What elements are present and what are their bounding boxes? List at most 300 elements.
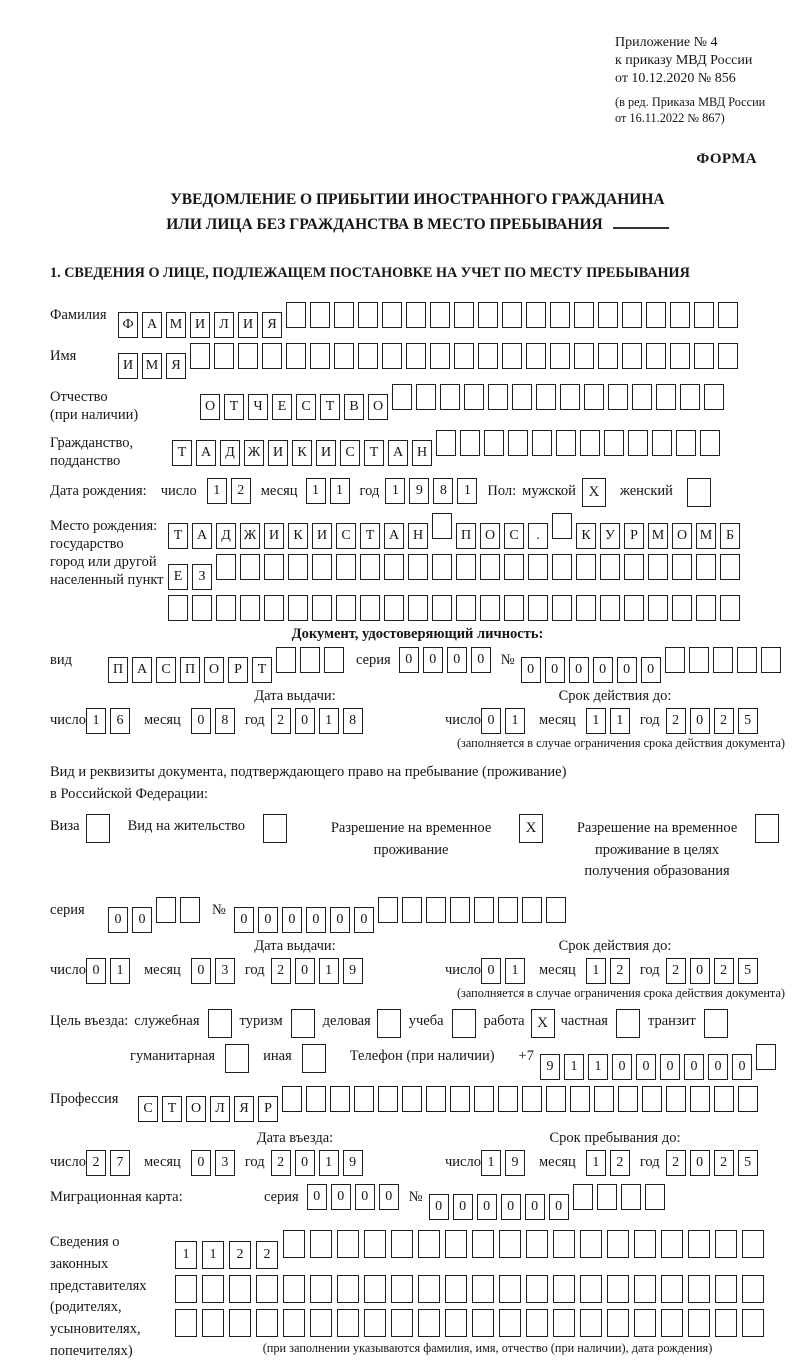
char-cell[interactable] xyxy=(474,1086,494,1112)
char-cell[interactable]: И xyxy=(312,523,332,549)
char-cell[interactable] xyxy=(286,302,306,328)
char-cell[interactable]: 0 xyxy=(732,1054,752,1080)
char-cell[interactable] xyxy=(384,595,404,621)
char-cell[interactable] xyxy=(672,595,692,621)
char-cell[interactable] xyxy=(214,343,234,369)
char-cell[interactable]: 1 xyxy=(86,708,106,734)
char-cell[interactable] xyxy=(600,595,620,621)
char-cell[interactable] xyxy=(430,343,450,369)
char-cell[interactable] xyxy=(175,1275,197,1303)
char-cell[interactable] xyxy=(488,384,508,410)
char-cell[interactable] xyxy=(324,647,344,673)
char-cell[interactable] xyxy=(694,302,714,328)
char-cell[interactable] xyxy=(445,1275,467,1303)
char-cell[interactable] xyxy=(190,343,210,369)
char-cell[interactable]: Ж xyxy=(240,523,260,549)
char-cell[interactable] xyxy=(522,897,542,923)
char-cell[interactable] xyxy=(634,1275,656,1303)
char-cell[interactable]: 0 xyxy=(660,1054,680,1080)
char-cell[interactable] xyxy=(528,595,548,621)
char-cell[interactable] xyxy=(670,343,690,369)
char-cell[interactable] xyxy=(715,1309,737,1337)
char-cell[interactable] xyxy=(622,302,642,328)
char-cell[interactable] xyxy=(552,595,572,621)
char-cell[interactable]: Я xyxy=(234,1096,254,1122)
char-cell[interactable]: . xyxy=(528,523,548,549)
char-cell[interactable] xyxy=(358,302,378,328)
char-cell[interactable] xyxy=(202,1309,224,1337)
char-cell[interactable]: Н xyxy=(412,440,432,466)
char-cell[interactable] xyxy=(624,554,644,580)
char-cell[interactable] xyxy=(391,1275,413,1303)
char-cell[interactable]: 1 xyxy=(586,708,606,734)
char-cell[interactable]: 0 xyxy=(86,958,106,984)
char-cell[interactable]: П xyxy=(108,657,128,683)
char-cell[interactable]: 1 xyxy=(457,478,477,504)
char-cell[interactable] xyxy=(700,430,720,456)
char-cell[interactable]: 0 xyxy=(423,647,443,673)
char-cell[interactable] xyxy=(634,1309,656,1337)
char-cell[interactable] xyxy=(156,897,176,923)
char-cell[interactable] xyxy=(418,1275,440,1303)
char-cell[interactable]: 2 xyxy=(610,958,630,984)
char-cell[interactable]: Т xyxy=(320,394,340,420)
char-cell[interactable] xyxy=(192,595,212,621)
char-cell[interactable] xyxy=(688,1230,710,1258)
char-cell[interactable] xyxy=(607,1275,629,1303)
char-cell[interactable]: 2 xyxy=(666,708,686,734)
char-cell[interactable]: 0 xyxy=(708,1054,728,1080)
char-cell[interactable] xyxy=(256,1275,278,1303)
char-cell[interactable] xyxy=(704,384,724,410)
char-cell[interactable] xyxy=(288,595,308,621)
char-cell[interactable] xyxy=(456,595,476,621)
char-cell[interactable] xyxy=(264,595,284,621)
char-cell[interactable]: Т xyxy=(360,523,380,549)
char-cell[interactable] xyxy=(580,1230,602,1258)
char-cell[interactable] xyxy=(408,595,428,621)
char-cell[interactable] xyxy=(216,554,236,580)
char-cell[interactable]: 0 xyxy=(379,1184,399,1210)
char-cell[interactable]: 1 xyxy=(505,958,525,984)
char-cell[interactable] xyxy=(656,384,676,410)
char-cell[interactable] xyxy=(454,302,474,328)
char-cell[interactable]: 7 xyxy=(110,1150,130,1176)
char-cell[interactable] xyxy=(310,1275,332,1303)
char-cell[interactable]: М xyxy=(142,353,162,379)
char-cell[interactable] xyxy=(406,343,426,369)
char-cell[interactable] xyxy=(229,1309,251,1337)
char-cell[interactable] xyxy=(472,1309,494,1337)
char-cell[interactable]: Т xyxy=(168,523,188,549)
char-cell[interactable]: С xyxy=(156,657,176,683)
char-cell[interactable]: 2 xyxy=(229,1241,251,1269)
char-cell[interactable] xyxy=(598,302,618,328)
char-cell[interactable]: 0 xyxy=(690,708,710,734)
char-cell[interactable]: 0 xyxy=(307,1184,327,1210)
char-cell[interactable]: 2 xyxy=(714,708,734,734)
char-cell[interactable]: 1 xyxy=(564,1054,584,1080)
char-cell[interactable]: 2 xyxy=(271,1150,291,1176)
char-cell[interactable] xyxy=(645,1184,665,1210)
char-cell[interactable]: 2 xyxy=(610,1150,630,1176)
char-cell[interactable]: 6 xyxy=(110,708,130,734)
char-cell[interactable]: 0 xyxy=(477,1194,497,1220)
char-cell[interactable] xyxy=(526,302,546,328)
char-cell[interactable] xyxy=(560,384,580,410)
char-cell[interactable] xyxy=(364,1230,386,1258)
temp-residence-education-checkbox[interactable] xyxy=(755,814,779,843)
char-cell[interactable] xyxy=(283,1275,305,1303)
char-cell[interactable] xyxy=(761,647,781,673)
char-cell[interactable]: 0 xyxy=(481,958,501,984)
char-cell[interactable] xyxy=(714,1086,734,1112)
char-cell[interactable] xyxy=(628,430,648,456)
char-cell[interactable]: А xyxy=(388,440,408,466)
char-cell[interactable]: 2 xyxy=(666,1150,686,1176)
char-cell[interactable] xyxy=(310,302,330,328)
char-cell[interactable] xyxy=(286,343,306,369)
char-cell[interactable] xyxy=(472,1275,494,1303)
char-cell[interactable] xyxy=(694,343,714,369)
char-cell[interactable] xyxy=(597,1184,617,1210)
char-cell[interactable] xyxy=(718,343,738,369)
char-cell[interactable] xyxy=(570,1086,590,1112)
char-cell[interactable]: 0 xyxy=(295,958,315,984)
char-cell[interactable]: 5 xyxy=(738,958,758,984)
char-cell[interactable] xyxy=(216,595,236,621)
char-cell[interactable]: 1 xyxy=(306,478,326,504)
char-cell[interactable] xyxy=(715,1275,737,1303)
char-cell[interactable]: 0 xyxy=(132,907,152,933)
purpose-work-checkbox[interactable]: X xyxy=(531,1009,555,1038)
char-cell[interactable] xyxy=(738,1086,758,1112)
char-cell[interactable]: 0 xyxy=(447,647,467,673)
char-cell[interactable] xyxy=(499,1275,521,1303)
char-cell[interactable]: М xyxy=(696,523,716,549)
char-cell[interactable]: 1 xyxy=(588,1054,608,1080)
char-cell[interactable] xyxy=(676,430,696,456)
char-cell[interactable] xyxy=(402,897,422,923)
char-cell[interactable] xyxy=(508,430,528,456)
char-cell[interactable]: П xyxy=(456,523,476,549)
char-cell[interactable] xyxy=(690,1086,710,1112)
char-cell[interactable] xyxy=(484,430,504,456)
char-cell[interactable] xyxy=(418,1230,440,1258)
char-cell[interactable] xyxy=(391,1309,413,1337)
char-cell[interactable]: К xyxy=(292,440,312,466)
char-cell[interactable] xyxy=(392,384,412,410)
char-cell[interactable] xyxy=(522,1086,542,1112)
char-cell[interactable]: 1 xyxy=(207,478,227,504)
char-cell[interactable]: А xyxy=(132,657,152,683)
char-cell[interactable] xyxy=(670,302,690,328)
residence-permit-checkbox[interactable] xyxy=(263,814,287,843)
char-cell[interactable] xyxy=(713,647,733,673)
char-cell[interactable]: 9 xyxy=(343,1150,363,1176)
char-cell[interactable] xyxy=(426,897,446,923)
char-cell[interactable]: 9 xyxy=(540,1054,560,1080)
char-cell[interactable]: 0 xyxy=(690,1150,710,1176)
char-cell[interactable]: З xyxy=(192,564,212,590)
char-cell[interactable]: О xyxy=(368,394,388,420)
char-cell[interactable] xyxy=(460,430,480,456)
char-cell[interactable] xyxy=(256,1309,278,1337)
char-cell[interactable] xyxy=(310,343,330,369)
char-cell[interactable]: П xyxy=(180,657,200,683)
char-cell[interactable]: 2 xyxy=(666,958,686,984)
char-cell[interactable]: 1 xyxy=(110,958,130,984)
char-cell[interactable] xyxy=(580,430,600,456)
char-cell[interactable]: 0 xyxy=(108,907,128,933)
char-cell[interactable]: 0 xyxy=(471,647,491,673)
char-cell[interactable] xyxy=(334,302,354,328)
char-cell[interactable] xyxy=(528,554,548,580)
char-cell[interactable] xyxy=(334,343,354,369)
char-cell[interactable]: 8 xyxy=(433,478,453,504)
char-cell[interactable]: А xyxy=(192,523,212,549)
char-cell[interactable] xyxy=(598,343,618,369)
char-cell[interactable] xyxy=(526,343,546,369)
char-cell[interactable] xyxy=(283,1309,305,1337)
char-cell[interactable] xyxy=(384,554,404,580)
char-cell[interactable] xyxy=(276,647,296,673)
char-cell[interactable]: 0 xyxy=(191,708,211,734)
char-cell[interactable]: О xyxy=(204,657,224,683)
char-cell[interactable]: 0 xyxy=(234,907,254,933)
char-cell[interactable]: А xyxy=(196,440,216,466)
char-cell[interactable]: 0 xyxy=(617,657,637,683)
char-cell[interactable]: 1 xyxy=(175,1241,197,1269)
char-cell[interactable]: 0 xyxy=(636,1054,656,1080)
sex-female-checkbox[interactable] xyxy=(687,478,711,507)
char-cell[interactable]: И xyxy=(118,353,138,379)
char-cell[interactable]: 0 xyxy=(331,1184,351,1210)
char-cell[interactable] xyxy=(532,430,552,456)
char-cell[interactable] xyxy=(618,1086,638,1112)
char-cell[interactable] xyxy=(502,302,522,328)
char-cell[interactable]: Ф xyxy=(118,312,138,338)
char-cell[interactable]: С xyxy=(138,1096,158,1122)
char-cell[interactable] xyxy=(550,302,570,328)
char-cell[interactable] xyxy=(480,554,500,580)
char-cell[interactable] xyxy=(608,384,628,410)
char-cell[interactable] xyxy=(498,897,518,923)
char-cell[interactable]: О xyxy=(672,523,692,549)
purpose-humanitarian-checkbox[interactable] xyxy=(225,1044,249,1073)
char-cell[interactable] xyxy=(337,1230,359,1258)
char-cell[interactable]: 0 xyxy=(399,647,419,673)
char-cell[interactable] xyxy=(526,1230,548,1258)
char-cell[interactable] xyxy=(574,302,594,328)
char-cell[interactable] xyxy=(382,302,402,328)
char-cell[interactable] xyxy=(238,343,258,369)
char-cell[interactable] xyxy=(168,595,188,621)
char-cell[interactable] xyxy=(672,554,692,580)
char-cell[interactable]: 9 xyxy=(409,478,429,504)
char-cell[interactable] xyxy=(378,1086,398,1112)
char-cell[interactable] xyxy=(337,1309,359,1337)
char-cell[interactable]: И xyxy=(264,523,284,549)
char-cell[interactable]: 0 xyxy=(521,657,541,683)
char-cell[interactable] xyxy=(440,384,460,410)
char-cell[interactable]: Е xyxy=(168,564,188,590)
char-cell[interactable] xyxy=(622,343,642,369)
char-cell[interactable] xyxy=(306,1086,326,1112)
purpose-study-checkbox[interactable] xyxy=(452,1009,476,1038)
char-cell[interactable] xyxy=(436,430,456,456)
char-cell[interactable]: Ч xyxy=(248,394,268,420)
char-cell[interactable]: 1 xyxy=(319,708,339,734)
char-cell[interactable] xyxy=(621,1184,641,1210)
char-cell[interactable]: А xyxy=(384,523,404,549)
char-cell[interactable]: 5 xyxy=(738,708,758,734)
char-cell[interactable] xyxy=(264,554,284,580)
char-cell[interactable]: 1 xyxy=(586,1150,606,1176)
char-cell[interactable] xyxy=(546,897,566,923)
char-cell[interactable] xyxy=(756,1044,776,1070)
char-cell[interactable] xyxy=(336,554,356,580)
char-cell[interactable] xyxy=(742,1275,764,1303)
char-cell[interactable] xyxy=(634,1230,656,1258)
char-cell[interactable] xyxy=(536,384,556,410)
char-cell[interactable] xyxy=(652,430,672,456)
char-cell[interactable]: 1 xyxy=(202,1241,224,1269)
char-cell[interactable]: Т xyxy=(224,394,244,420)
char-cell[interactable]: С xyxy=(504,523,524,549)
char-cell[interactable] xyxy=(642,1086,662,1112)
char-cell[interactable] xyxy=(240,595,260,621)
char-cell[interactable]: 0 xyxy=(330,907,350,933)
char-cell[interactable] xyxy=(456,554,476,580)
char-cell[interactable] xyxy=(604,430,624,456)
char-cell[interactable] xyxy=(240,554,260,580)
char-cell[interactable] xyxy=(742,1230,764,1258)
purpose-tourism-checkbox[interactable] xyxy=(291,1009,315,1038)
char-cell[interactable] xyxy=(512,384,532,410)
char-cell[interactable] xyxy=(432,554,452,580)
char-cell[interactable]: А xyxy=(142,312,162,338)
char-cell[interactable] xyxy=(432,595,452,621)
char-cell[interactable] xyxy=(498,1086,518,1112)
purpose-transit-checkbox[interactable] xyxy=(704,1009,728,1038)
char-cell[interactable]: Р xyxy=(258,1096,278,1122)
purpose-business-checkbox[interactable] xyxy=(208,1009,232,1038)
visa-checkbox[interactable] xyxy=(86,814,110,843)
char-cell[interactable] xyxy=(472,1230,494,1258)
char-cell[interactable] xyxy=(688,1309,710,1337)
char-cell[interactable]: О xyxy=(200,394,220,420)
char-cell[interactable]: 0 xyxy=(501,1194,521,1220)
char-cell[interactable]: С xyxy=(296,394,316,420)
char-cell[interactable]: С xyxy=(336,523,356,549)
char-cell[interactable] xyxy=(718,302,738,328)
char-cell[interactable] xyxy=(624,595,644,621)
char-cell[interactable] xyxy=(526,1275,548,1303)
char-cell[interactable] xyxy=(607,1309,629,1337)
char-cell[interactable] xyxy=(445,1230,467,1258)
char-cell[interactable] xyxy=(715,1230,737,1258)
char-cell[interactable] xyxy=(464,384,484,410)
char-cell[interactable]: 1 xyxy=(481,1150,501,1176)
char-cell[interactable]: С xyxy=(340,440,360,466)
char-cell[interactable] xyxy=(300,647,320,673)
char-cell[interactable]: 2 xyxy=(714,958,734,984)
char-cell[interactable]: 3 xyxy=(215,1150,235,1176)
char-cell[interactable] xyxy=(312,595,332,621)
char-cell[interactable]: В xyxy=(344,394,364,420)
char-cell[interactable]: 0 xyxy=(429,1194,449,1220)
char-cell[interactable]: Я xyxy=(262,312,282,338)
char-cell[interactable]: И xyxy=(190,312,210,338)
char-cell[interactable] xyxy=(406,302,426,328)
char-cell[interactable]: И xyxy=(316,440,336,466)
char-cell[interactable]: К xyxy=(576,523,596,549)
char-cell[interactable] xyxy=(607,1230,629,1258)
char-cell[interactable]: Д xyxy=(220,440,240,466)
char-cell[interactable] xyxy=(576,554,596,580)
char-cell[interactable] xyxy=(576,595,596,621)
char-cell[interactable]: У xyxy=(600,523,620,549)
char-cell[interactable] xyxy=(665,647,685,673)
char-cell[interactable] xyxy=(454,343,474,369)
char-cell[interactable] xyxy=(391,1230,413,1258)
char-cell[interactable]: 0 xyxy=(306,907,326,933)
char-cell[interactable] xyxy=(632,384,652,410)
char-cell[interactable] xyxy=(450,1086,470,1112)
char-cell[interactable] xyxy=(283,1230,305,1258)
char-cell[interactable]: 0 xyxy=(295,1150,315,1176)
char-cell[interactable]: К xyxy=(288,523,308,549)
char-cell[interactable] xyxy=(450,897,470,923)
char-cell[interactable] xyxy=(646,302,666,328)
char-cell[interactable]: Т xyxy=(252,657,272,683)
char-cell[interactable] xyxy=(312,554,332,580)
char-cell[interactable] xyxy=(550,343,570,369)
char-cell[interactable]: Т xyxy=(364,440,384,466)
char-cell[interactable] xyxy=(336,595,356,621)
purpose-commercial-checkbox[interactable] xyxy=(377,1009,401,1038)
char-cell[interactable]: 1 xyxy=(610,708,630,734)
char-cell[interactable] xyxy=(180,897,200,923)
char-cell[interactable] xyxy=(432,513,452,539)
char-cell[interactable]: 1 xyxy=(319,1150,339,1176)
char-cell[interactable]: 0 xyxy=(684,1054,704,1080)
char-cell[interactable] xyxy=(594,1086,614,1112)
char-cell[interactable] xyxy=(229,1275,251,1303)
char-cell[interactable]: Л xyxy=(214,312,234,338)
char-cell[interactable] xyxy=(499,1230,521,1258)
char-cell[interactable] xyxy=(360,595,380,621)
char-cell[interactable]: 0 xyxy=(549,1194,569,1220)
char-cell[interactable]: М xyxy=(166,312,186,338)
char-cell[interactable] xyxy=(584,384,604,410)
char-cell[interactable] xyxy=(360,554,380,580)
char-cell[interactable]: Е xyxy=(272,394,292,420)
char-cell[interactable]: 0 xyxy=(481,708,501,734)
char-cell[interactable]: Д xyxy=(216,523,236,549)
char-cell[interactable] xyxy=(552,513,572,539)
char-cell[interactable] xyxy=(337,1275,359,1303)
char-cell[interactable] xyxy=(502,343,522,369)
purpose-other-checkbox[interactable] xyxy=(302,1044,326,1073)
char-cell[interactable]: 8 xyxy=(215,708,235,734)
char-cell[interactable] xyxy=(504,595,524,621)
char-cell[interactable]: 1 xyxy=(319,958,339,984)
char-cell[interactable]: Л xyxy=(210,1096,230,1122)
char-cell[interactable] xyxy=(648,595,668,621)
char-cell[interactable] xyxy=(364,1275,386,1303)
